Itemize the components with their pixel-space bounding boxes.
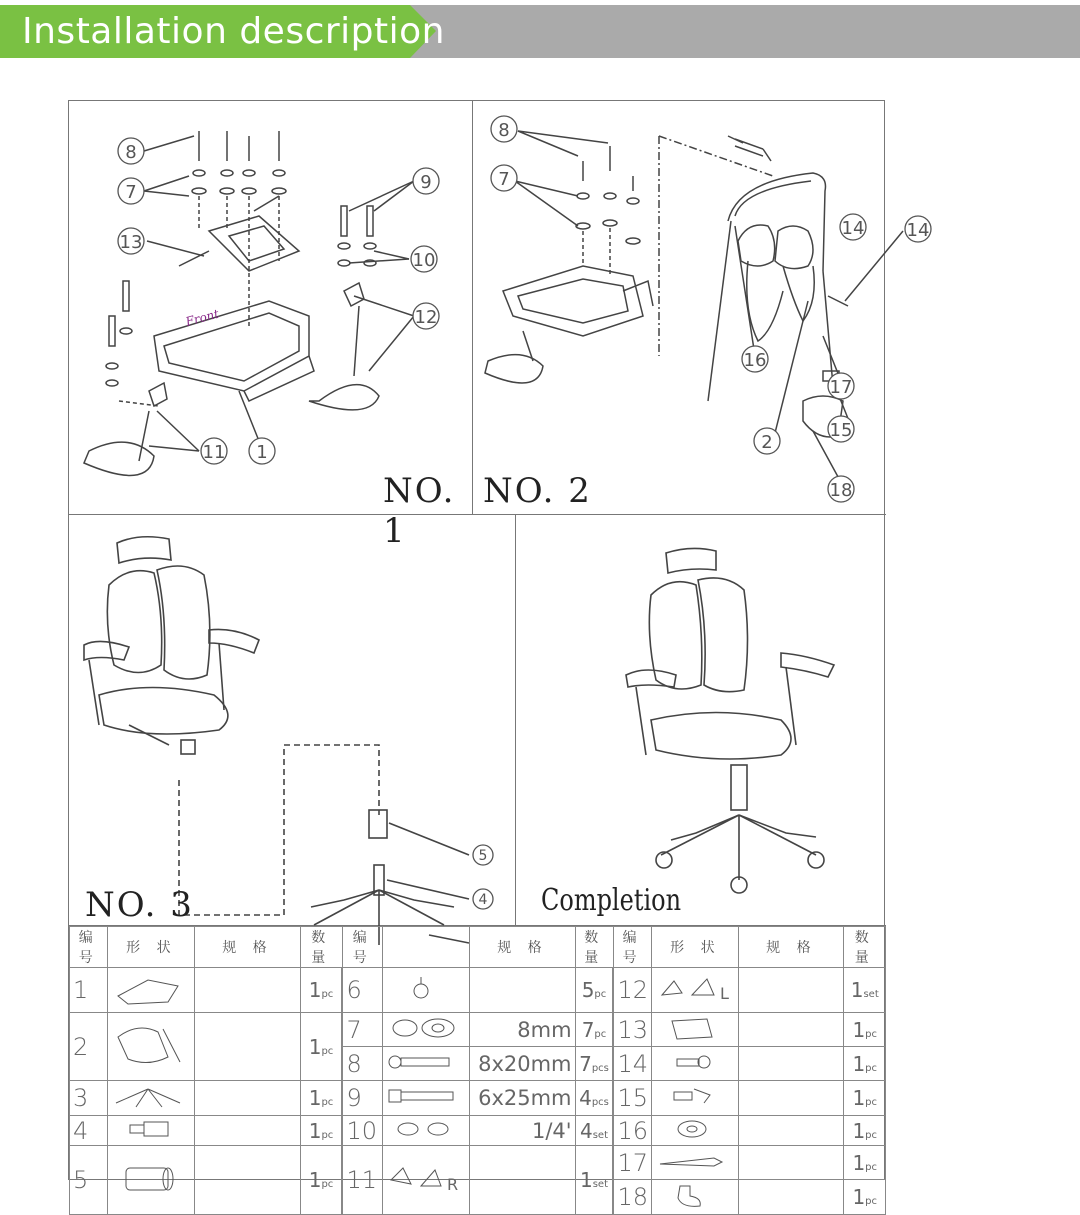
- header-shape: [383, 927, 470, 968]
- part-15-lever-icon: [652, 1081, 739, 1116]
- part-qty: 4pcs: [575, 1081, 613, 1116]
- table-row: [70, 1146, 886, 1180]
- part-number: 7: [342, 1013, 382, 1047]
- side-label: L: [720, 984, 730, 1003]
- part-spec: [739, 1146, 844, 1180]
- part-number: 3: [70, 1081, 108, 1116]
- part-number: 4: [70, 1116, 108, 1146]
- part-number: 2: [70, 1013, 108, 1081]
- part-spec: 6x25mm: [470, 1081, 575, 1116]
- part-qty: 7pc: [575, 1013, 613, 1047]
- part-number: 6: [342, 968, 382, 1013]
- callout: 2: [761, 432, 773, 453]
- part-qty: 1pc: [844, 1180, 886, 1215]
- part-17-link-icon: [652, 1146, 739, 1180]
- part-spec: [739, 1047, 844, 1081]
- part-spec: [739, 1013, 844, 1047]
- part-qty: 1pc: [300, 1146, 342, 1215]
- header-spec: 规 格: [470, 927, 575, 968]
- callout: 18: [829, 480, 853, 501]
- part-spec: 1/4': [470, 1116, 575, 1146]
- part-number: 1: [70, 968, 108, 1013]
- part-number: 9: [342, 1081, 382, 1116]
- part-spec: [195, 968, 300, 1013]
- part-qty: 1pc: [300, 968, 342, 1013]
- panel-step-2: [473, 101, 930, 515]
- callout: 16: [743, 350, 767, 371]
- header-no: 编号: [342, 927, 382, 968]
- part-10-nut-icon: [383, 1116, 470, 1146]
- part-qty: 1pc: [300, 1081, 342, 1116]
- callout: 7: [125, 182, 137, 203]
- part-18-handle-icon: [652, 1180, 739, 1215]
- part-qty: 1set: [575, 1146, 613, 1215]
- step-2-drawing: [473, 101, 930, 515]
- header-shape: 形 状: [108, 927, 195, 968]
- part-number: 5: [70, 1146, 108, 1215]
- side-label: R: [447, 1175, 459, 1194]
- panel-completion: [516, 515, 886, 926]
- callout: 13: [119, 232, 143, 253]
- header-qty: 数量: [575, 927, 613, 968]
- part-7-washer-icon: [383, 1013, 470, 1047]
- callout: 7: [498, 169, 510, 190]
- part-number: 8: [342, 1047, 382, 1081]
- step-3-label: NO. 3: [85, 885, 194, 925]
- step-2-label: NO. 2: [483, 471, 592, 511]
- header-shape: 形 状: [652, 927, 739, 968]
- callout: 1: [256, 442, 268, 463]
- table-row: [70, 1013, 886, 1047]
- part-spec: [195, 1116, 300, 1146]
- page-title: Installation description: [22, 11, 445, 52]
- part-qty: 1pc: [844, 1146, 886, 1180]
- part-qty: 7pcs: [575, 1047, 613, 1081]
- completion-drawing: [516, 515, 886, 926]
- part-qty: 4set: [575, 1116, 613, 1146]
- callout: 15: [829, 420, 853, 441]
- panel-step-3: [69, 515, 516, 926]
- part-3-base-icon: [108, 1081, 195, 1116]
- part-9-bolt-icon: [383, 1081, 470, 1116]
- callout: 14: [906, 220, 930, 241]
- part-number: 16: [613, 1116, 651, 1146]
- callout: 11: [202, 442, 226, 463]
- part-qty: 1set: [844, 968, 886, 1013]
- callout: 4: [478, 892, 488, 908]
- part-qty: 1pc: [844, 1116, 886, 1146]
- assembly-sheet: [68, 100, 930, 1211]
- part-spec: [739, 1180, 844, 1215]
- part-1-shape-icon: [108, 968, 195, 1013]
- parts-table: [69, 926, 886, 1211]
- callout: 17: [829, 377, 853, 398]
- callout: 8: [498, 120, 510, 141]
- part-spec: [195, 1013, 300, 1081]
- part-11-bracket-icon: [383, 1146, 470, 1215]
- part-spec: [739, 968, 844, 1013]
- header-no: 编号: [613, 927, 651, 968]
- table-row: [70, 1116, 886, 1146]
- part-number: 15: [613, 1081, 651, 1116]
- part-16-disc-icon: [652, 1116, 739, 1146]
- part-spec: [739, 1116, 844, 1146]
- part-spec: [470, 1146, 575, 1215]
- part-spec: [470, 968, 575, 1013]
- callout: 5: [478, 848, 488, 864]
- callout: 10: [412, 250, 436, 271]
- part-spec: [739, 1081, 844, 1116]
- step-1-drawing: [69, 101, 473, 515]
- part-number: 14: [613, 1047, 651, 1081]
- table-row: [70, 968, 886, 1013]
- part-8-screw-icon: [383, 1047, 470, 1081]
- part-spec: [195, 1146, 300, 1215]
- part-number: 17: [613, 1146, 651, 1180]
- part-number: 13: [613, 1013, 651, 1047]
- part-number: 10: [342, 1116, 382, 1146]
- part-qty: 1pc: [844, 1081, 886, 1116]
- header-qty: 数量: [300, 927, 342, 968]
- table-row: [70, 1081, 886, 1116]
- callout: 12: [414, 307, 438, 328]
- part-qty: 1pc: [844, 1047, 886, 1081]
- part-qty: 1pc: [300, 1116, 342, 1146]
- callout: 14: [841, 218, 865, 239]
- part-qty: 1pc: [300, 1013, 342, 1081]
- part-number: 12: [613, 968, 651, 1013]
- completion-label: Completion: [541, 883, 682, 918]
- part-qty: 1pc: [844, 1013, 886, 1047]
- table-header-row: [70, 927, 886, 968]
- part-number: 18: [613, 1180, 651, 1215]
- header-banner: [0, 5, 1080, 58]
- part-2-backrest-icon: [108, 1013, 195, 1081]
- part-13-mechanism-icon: [652, 1013, 739, 1047]
- callout: 8: [125, 142, 137, 163]
- part-14-knob-icon: [652, 1047, 739, 1081]
- part-number: 11: [342, 1146, 382, 1215]
- part-spec: 8mm: [470, 1013, 575, 1047]
- part-12-bracket-icon: [652, 968, 739, 1013]
- step-3-drawing: [69, 515, 516, 926]
- step-1-label: NO. 1: [383, 471, 456, 551]
- header-qty: 数量: [844, 927, 886, 968]
- part-6-caster-icon: [383, 968, 470, 1013]
- panel-step-1: [69, 101, 473, 551]
- part-spec: 8x20mm: [470, 1047, 575, 1081]
- part-spec: [195, 1081, 300, 1116]
- header-no: 编号: [70, 927, 108, 968]
- callout: 9: [420, 172, 432, 193]
- part-qty: 5pc: [575, 968, 613, 1013]
- header-spec: 规 格: [739, 927, 844, 968]
- front-label: Front: [184, 306, 221, 329]
- part-4-cylinder-icon: [108, 1116, 195, 1146]
- header-spec: 规 格: [195, 927, 300, 968]
- part-5-cover-icon: [108, 1146, 195, 1215]
